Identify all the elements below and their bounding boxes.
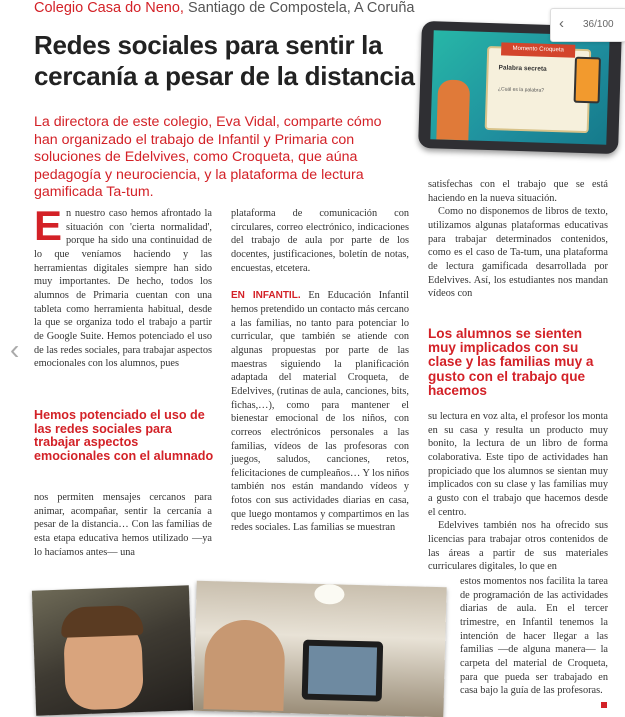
- article-kicker: [34, 0, 414, 16]
- end-square-icon: [601, 702, 607, 708]
- game-banner: Momento Croqueta: [501, 42, 575, 57]
- phone-illustration: [574, 57, 601, 104]
- article-title: Redes sociales para sentir la cercanía a pesar de la distancia: [34, 30, 415, 91]
- article-lead: La directora de este colegio, Eva Vidal, comparte cómo han organizado el trabajo de Infantil y Primaria con soluciones de Edelvives, como Croqueta, que aúna pedagogía y neurociencia, y la plataforma de lectura gamificada Ta-tum.: [34, 114, 382, 200]
- page-number: 36/100: [583, 19, 614, 30]
- col2-paragraph-2: [231, 289, 409, 535]
- photo-boy-video: [32, 585, 193, 715]
- column-2: [231, 207, 409, 535]
- column-3-continued: [428, 410, 608, 574]
- col2-paragraph-1: plataforma de comunicación con circulares, correo electrónico, indicaciones del trabajo de aula por parte de los docentes, justificaciones, boletín de notas, encuestas, etcetera.: [231, 208, 409, 274]
- kicker-school: Colegio Casa do Neno,: [34, 0, 184, 16]
- tablet-screen: [430, 30, 609, 144]
- subheading-alumnos: Los alumnos se sienten muy implicados con su clase y las familias muy a gusto con el trabajo que hacemos: [428, 326, 594, 398]
- col1-paragraph-1: n nuestro caso hemos afrontado la situación con 'cierta normalidad', porque ha sido una continuidad de lo que veníamos haciendo y las herramientas digitales siempre han sido muy importantes. De hecho, todos los alumnos de Primaria cuentan con una tableta como herramienta habitual, desde la que se organiza todo el trabajo a partir de Google Suite. Hemos potenciado el uso de las redes sociales, para trabajar aspectos emocionales con los alumnos, pues: [34, 208, 212, 370]
- section-label-infantil: EN INFANTIL.: [231, 290, 301, 302]
- boy-hair: [60, 605, 143, 638]
- chevron-left-icon[interactable]: ‹: [10, 334, 20, 365]
- col3-paragraph-5-text: estos momentos nos facilita la tarea de programación de las actividades diarias de aula. En el tercer trimestre, en Infantil tenemos la intención de hacer llegar a las familias —de alguna manera— la carpeta del material de Croqueta, para que pueda ser trabajado en casa bajo la guía de las profesoras.: [460, 576, 608, 697]
- page-navigator: [550, 8, 625, 42]
- col1-paragraph-2-text: nos permiten mensajes cercanos para animar, acompañar, sentir la cercanía a pesar de la distancia… Con las familias de esta etapa educativa hemos utilizado —ya lo hacíamos antes— una: [34, 492, 212, 558]
- col3-paragraph-2: Como no disponemos de libros de texto, utilizamos algunas plataformas educativas para trabajar determinados contenidos, como es el caso de Ta-tum, una plataforma de lectura gamificada desarrollada por Edelvives. Así, los estudiantes nos mandan vídeos con: [428, 206, 608, 300]
- col1-paragraph-2: [34, 491, 212, 559]
- column-3: [428, 178, 608, 301]
- game-question: ¿Cuál es la palabra?: [497, 86, 545, 94]
- drop-cap: E: [34, 202, 63, 249]
- photo-child-tablet: [193, 581, 446, 717]
- lamp-light: [314, 584, 345, 605]
- chevron-left-icon[interactable]: ‹: [559, 15, 564, 32]
- subheading-redes: Hemos potenciado el uso de las redes sociales para trabajar aspectos emocionales con el alumnado: [34, 408, 214, 463]
- game-word: Palabra secreta: [498, 64, 547, 73]
- col3-paragraph-1: satisfechas con el trabajo que se está haciendo en la nueva situación.: [428, 179, 608, 204]
- col3-paragraph-3: su lectura en voz alta, el profesor los monta en su casa y resulta un producto muy bonito, la lectura de un libro de forma colaborativa. Este tipo de actividades han propiciado que los alumnos se sientan muy implicados con su clase y las familias muy a gusto con el trabajo que hacemos desde el centro.: [428, 411, 608, 518]
- tablet-device: [302, 640, 384, 702]
- column-1: [34, 202, 212, 371]
- col3-paragraph-4: Edelvives también nos ha ofrecido sus licencias para trabajar otros contenidos de las áreas a partir de sus materiales curriculares digitales, lo que en: [428, 520, 608, 573]
- kicker-place: Santiago de Compostela, A Coruña: [187, 0, 415, 16]
- child-figure: [203, 619, 285, 711]
- col2-paragraph-2-text: En Educación Infantil hemos pretendido un contacto más cercano a las familias, no tanto para potenciar lo curricular, que también se atiende con algunas propuestas por parte de las maestras siguiendo la planificación adaptada del material Croqueta, de Edelvives, (rutinas de aula, canciones, bits, fichas,…), como para mantener el bienestar emocional de los niños, con correos electrónicos personales a las familias, vídeos de las profesoras con juegos, saludos, canciones, retos, felicitaciones de cumpleaños… Y los niños también nos están mandando vídeos y fotos con sus actividades diarias en casa, que luego montamos y compartimos en las redes sociales. Las familias se muestran: [231, 290, 409, 534]
- col3-paragraph-5: [460, 575, 608, 698]
- character-illustration: [436, 79, 470, 140]
